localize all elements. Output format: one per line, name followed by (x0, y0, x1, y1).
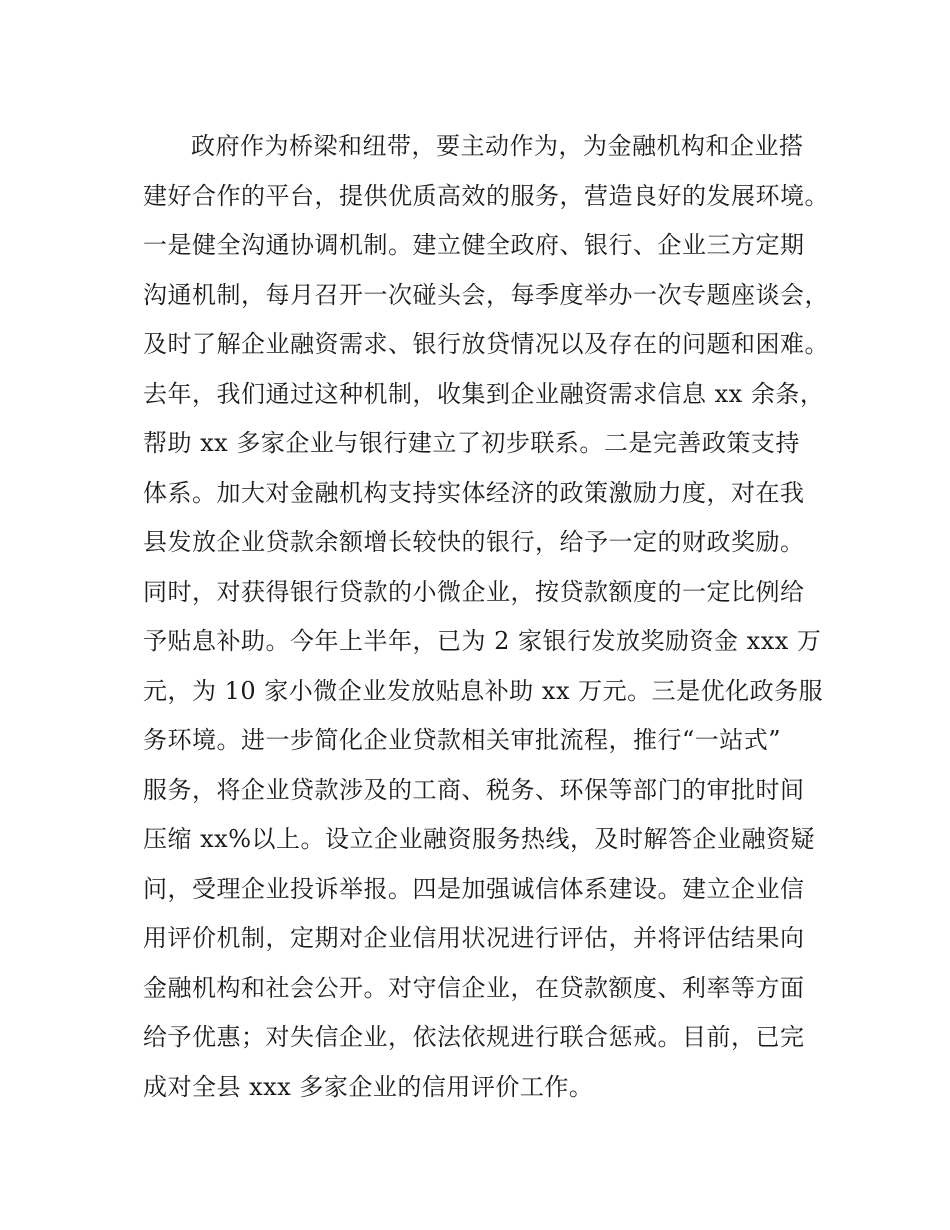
paragraph-line-20: 成对全县 xxx 多家企业的信用评价工作。 (143, 1072, 594, 1101)
paragraph-line-1: 政府作为桥梁和纽带，要主动作为，为金融机构和企业搭 (191, 132, 804, 160)
paragraph-line-4: 沟通机制，每月召开一次碰头会，每季度举办一次专题座谈会， (143, 280, 829, 309)
paragraph-line-8: 体系。加大对金融机构支持实体经济的政策激励力度，对在我 (143, 478, 805, 507)
paragraph-line-10: 同时，对获得银行贷款的小微企业，按贷款额度的一定比例给 (143, 577, 805, 606)
paragraph-line-2: 建好合作的平台，提供优质高效的服务，营造良好的发展环境。 (143, 181, 829, 210)
paragraph-line-14: 服务，将企业贷款涉及的工商、税务、环保等部门的审批时间 (143, 775, 805, 804)
paragraph-line-13: 务环境。进一步简化企业贷款相关审批流程，推行“一站式” (143, 726, 782, 754)
paragraph-line-11: 予贴息补助。今年上半年，已为 2 家银行发放奖励资金 xxx 万 (143, 627, 822, 655)
paragraph-line-9: 县发放企业贷款余额增长较快的银行，给予一定的财政奖励。 (143, 528, 805, 556)
paragraph-line-5: 及时了解企业融资需求、银行放贷情况以及存在的问题和困难。 (143, 330, 829, 358)
paragraph-line-12: 元，为 10 家小微企业发放贴息补助 xx 万元。三是优化政务服 (143, 676, 824, 705)
paragraph-line-18: 金融机构和社会公开。对守信企业，在贷款额度、利率等方面 (143, 973, 805, 1002)
paragraph-line-7: 帮助 xx 多家企业与银行建立了初步联系。二是完善政策支持 (143, 429, 800, 457)
body-paragraph (143, 122, 829, 1112)
paragraph-line-17: 用评价机制，定期对企业信用状况进行评估，并将评估结果向 (143, 924, 805, 952)
paragraph-line-15: 压缩 xx%以上。设立企业融资服务热线，及时解答企业融资疑 (143, 825, 816, 853)
paragraph-line-6: 去年，我们通过这种机制，收集到企业融资需求信息 xx 余条， (143, 379, 825, 408)
paragraph-line-16: 问，受理企业投诉举报。四是加强诚信体系建设。建立企业信 (143, 874, 805, 903)
paragraph-line-3: 一是健全沟通协调机制。建立健全政府、银行、企业三方定期 (143, 231, 805, 259)
paragraph-line-19: 给予优惠；对失信企业，依法依规进行联合惩戒。目前，已完 (143, 1023, 805, 1051)
